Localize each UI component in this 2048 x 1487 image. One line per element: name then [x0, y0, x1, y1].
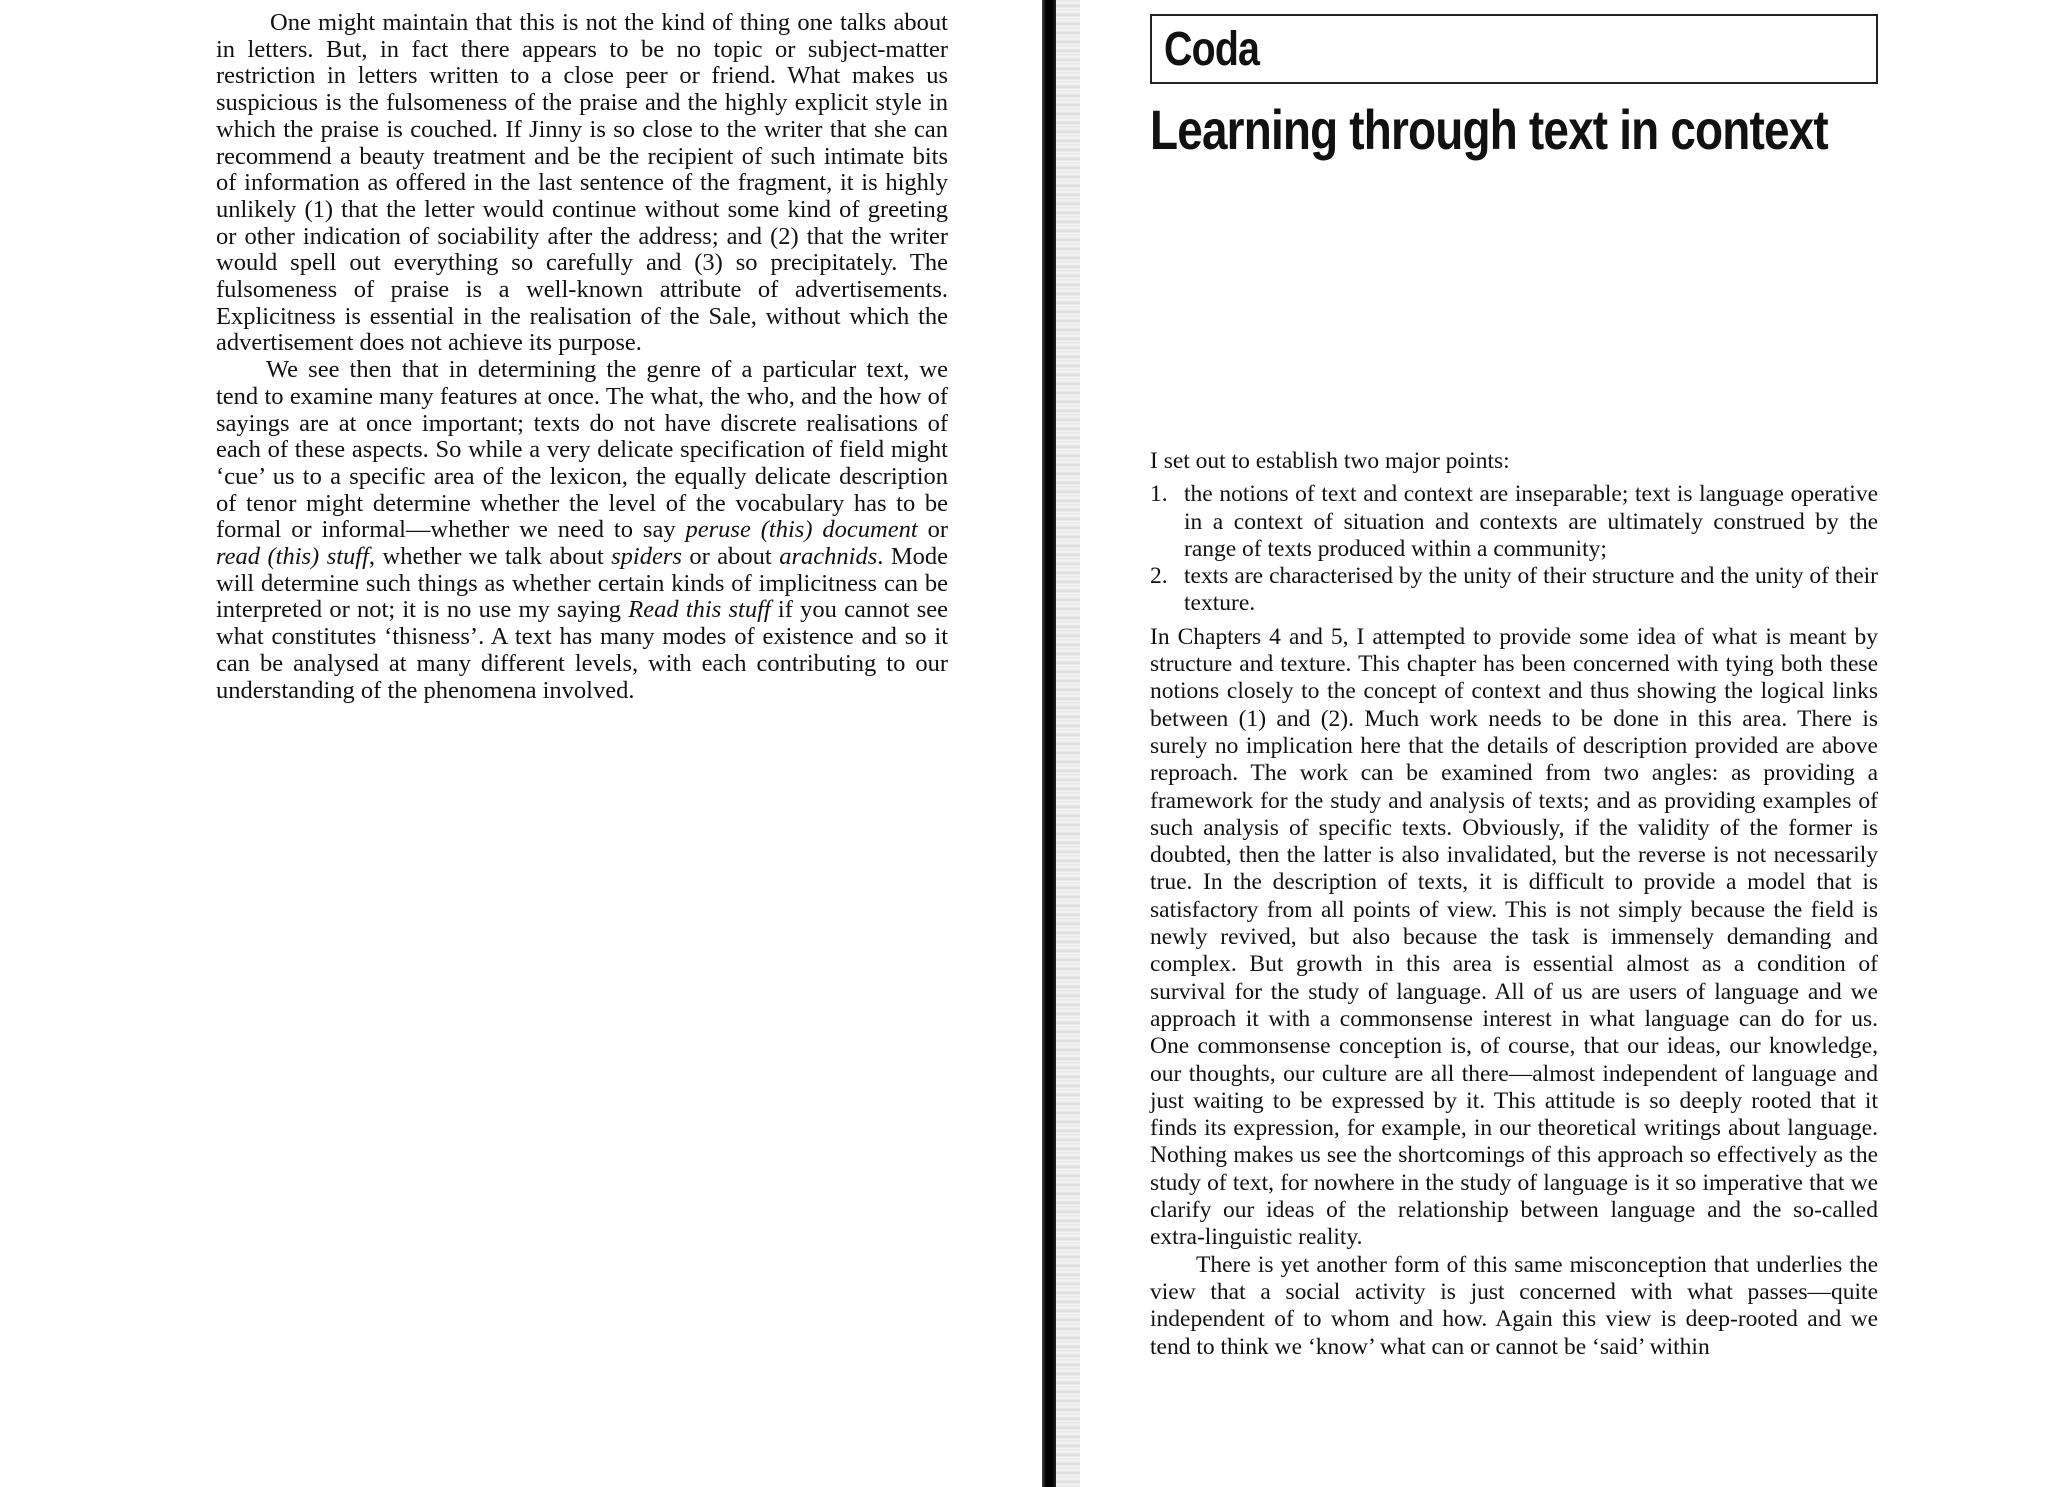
text-run: or	[917, 516, 948, 544]
chapter-label-box	[1150, 14, 1878, 84]
page-edge-shadow	[1056, 0, 1080, 1487]
text-run: or about	[681, 543, 780, 571]
text-run: We see then that in determining the genre of a particular text, we tend to examine many features at once. The what, the who, and the how of sayings are at once important; texts do not have discrete realisations of each of these aspects. So while a very delicate specification of field might ‘cue’ us to a specific area of the lexicon, the equally delicate description of tenor might determine whether the level of the vocabulary has to be formal or informal—whether we need to say	[216, 356, 948, 544]
text-run: , whether we talk about	[368, 543, 612, 571]
list-item	[1150, 481, 1878, 563]
text-run: if you cannot see what constitutes ‘thisness’. A text has many modes of existence and so it can be analysed at many different levels, with each contributing to our understanding of the phenomena involved.	[216, 596, 948, 704]
chapter-label: Coda	[1164, 23, 1260, 76]
numbered-points-list	[1150, 481, 1878, 617]
list-item-text: texts are characterised by the unity of their structure and the unity of their texture.	[1184, 563, 1878, 617]
right-page-text-column	[1150, 448, 1878, 1361]
book-spine-gutter	[1042, 0, 1056, 1487]
chapter-title: Learning through text in context	[1150, 98, 1828, 161]
list-item-number: 1.	[1150, 481, 1168, 508]
list-item	[1150, 563, 1878, 618]
right-paragraph-1: In Chapters 4 and 5, I attempted to provide some idea of what is meant by structure and texture. This chapter has been concerned with tying both these notions closely to the concept of context and thus showing the logical links between (1) and (2). Much work needs to be done in this area. There is surely no implication here that the details of description provided are above reproach. The work can be examined from two angles: as providing a framework for the study and analysis of texts; and as providing examples of such analysis of specific texts. Obviously, if the validity of the former is doubted, then the latter is also invalidated, but the reverse is not necessarily true. In the description of texts, it is difficult to provide a model that is satisfactory from all points of view. This is not simply because the field is newly revived, but also because the task is immensely demanding and complex. But growth in this area is essential almost as a condition of survival for the study of language. All of us are users of language and we approach it with a commonsense interest in what language can do for us. One commonsense conception is, of course, that our ideas, our knowledge, our thoughts, our culture are all there—almost independent of language and just waiting to be expressed by it. This attitude is so deeply rooted that it finds its expression, for example, in our theoretical writings about language. Nothing makes us see the shortcomings of this approach so effectively as the study of text, for nowhere in the study of language is it so imperative that we clarify our ideas of the relationship between language and the so-called extra-linguistic reality.	[1150, 623, 1878, 1251]
italic-phrase: read (this) stuff	[216, 543, 369, 571]
italic-phrase: peruse (this) document	[685, 516, 918, 544]
left-paragraph-1: One might maintain that this is not the kind of thing one talks about in letters. But, in fact there appears to be no topic or subject-matter restriction in letters written to a close peer or friend. What makes us suspicious is the fulsomeness of the praise and the highly explicit style in which the praise is couched. If Jinny is so close to the writer that she can recommend a beauty treatment and be the recipient of such intimate bits of information as offered in the last sentence of the fragment, it is highly unlikely (1) that the letter would continue without some kind of greeting or other indication of sociability after the address; and (2) that the writer would spell out everything so carefully and (3) so precipitately. The fulsomeness of praise is a well-known attribute of advertisements. Explicitness is essential in the realisation of the Sale, without which the advertisement does not achieve its purpose.	[216, 9, 948, 357]
left-page-text-column	[216, 10, 948, 704]
list-item-number: 2.	[1150, 563, 1168, 590]
italic-phrase: Read this stuff	[628, 596, 771, 624]
intro-sentence: I set out to establish two major points:	[1150, 448, 1510, 474]
left-paragraph-2	[216, 357, 948, 704]
italic-phrase: arachnids	[779, 543, 878, 571]
list-item-text: the notions of text and context are inseparable; text is language operative in a context of situation and contexts are ultimately construed by the range of texts produced within a community;	[1184, 481, 1878, 562]
text-run: . Mode will determine such things as whether certain kinds of implicitness can be interpreted or not; it is no use my saying	[216, 543, 949, 624]
italic-phrase: spiders	[611, 543, 682, 571]
right-paragraph-2: There is yet another form of this same misconception that underlies the view that a social activity is just concerned with what passes—quite independent of to whom and how. Again this view is deep-rooted and we tend to think we ‘know’ what can or cannot be ‘said’ within	[1150, 1251, 1878, 1360]
